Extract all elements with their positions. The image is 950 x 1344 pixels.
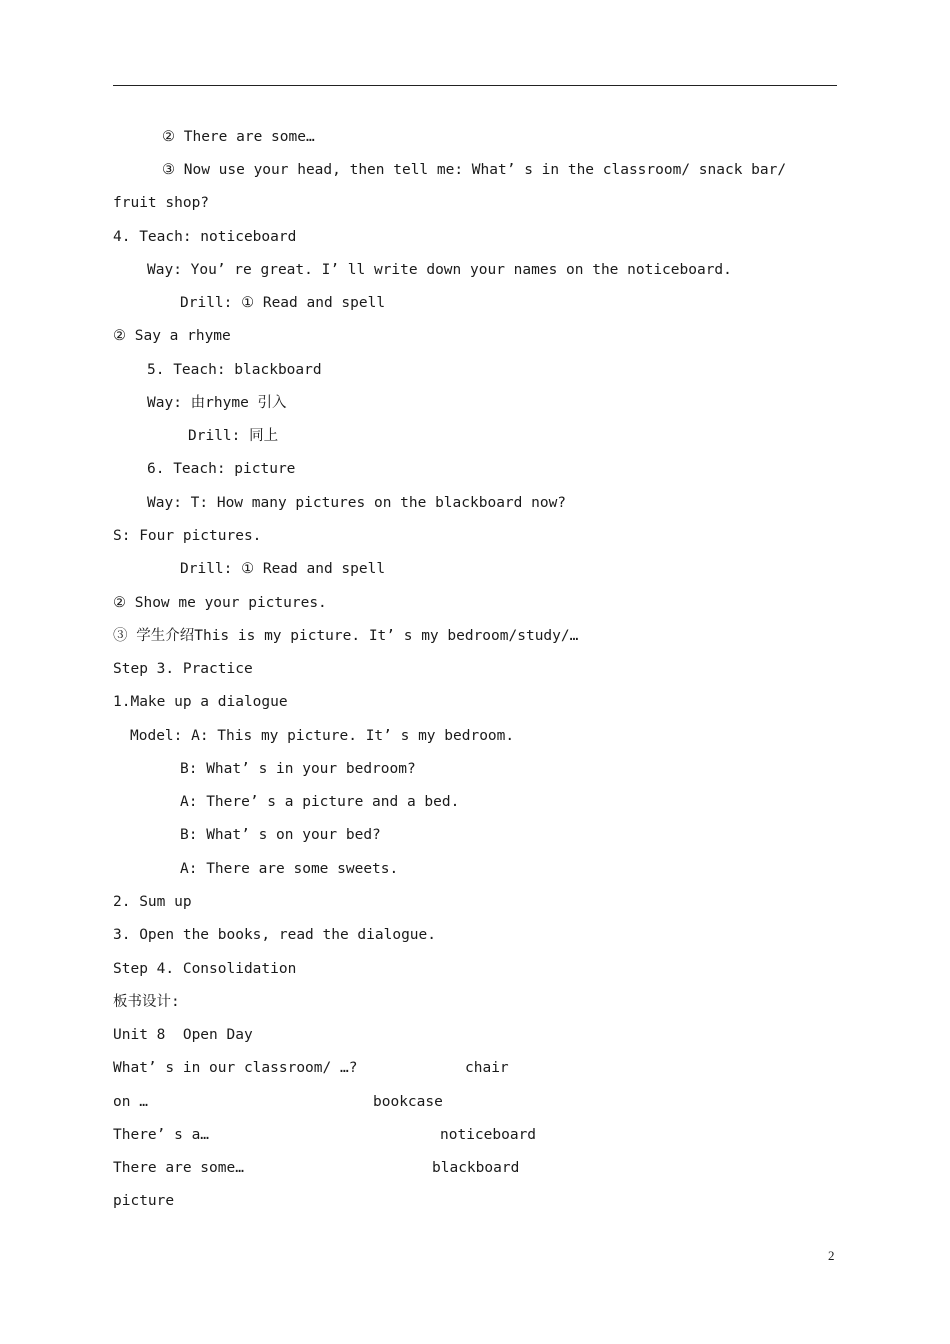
text-line: blackboard [432,1160,520,1176]
text-line: Unit 8 Open Day [113,1027,253,1043]
page-number: 2 [828,1248,835,1263]
text-line: A: There’ s a picture and a bed. [180,794,460,810]
text-line: Way: T: How many pictures on the blackboard now? [147,495,567,511]
text-line: bookcase [373,1094,443,1110]
text-line: Way: 由rhyme 引入 [147,395,287,411]
text-line: fruit shop? [113,195,210,211]
text-line: 1.Make up a dialogue [113,694,288,710]
text-line: 3. Open the books, read the dialogue. [113,927,437,943]
text-line: There’ s a… [113,1127,210,1143]
text-line: Drill: 同上 [188,428,279,444]
text-line: ② Say a rhyme [113,328,231,344]
text-line: S: Four pictures. [113,528,262,544]
text-line: picture [113,1193,175,1209]
text-line: ③ 学生介绍This is my picture. It’ s my bedroom/study/… [113,628,579,644]
text-line: B: What’ s on your bed? [180,827,381,843]
text-line: What’ s in our classroom/ …? [113,1060,358,1076]
text-line: There are some… [113,1160,244,1176]
text-line: 板书设计: [113,994,180,1010]
text-line: ② Show me your pictures. [113,595,327,611]
text-line: 5. Teach: blackboard [147,362,322,378]
text-line: noticeboard [440,1127,537,1143]
text-line: ② There are some… [162,129,315,145]
text-line: on … [113,1094,148,1110]
text-line: B: What’ s in your bedroom? [180,761,416,777]
text-line: Step 4. Consolidation [113,961,297,977]
text-line: 2. Sum up [113,894,192,910]
text-line: chair [465,1060,509,1076]
text-line: Model: A: This my picture. It’ s my bedroom. [130,728,515,744]
text-line: Drill: ① Read and spell [180,295,386,311]
text-line: Step 3. Practice [113,661,253,677]
text-line: ③ Now use your head, then tell me: What’ s in the classroom/ snack bar/ [162,162,787,178]
text-line: 6. Teach: picture [147,461,296,477]
text-line: A: There are some sweets. [180,861,399,877]
header-rule [113,85,837,86]
text-line: Drill: ① Read and spell [180,561,386,577]
text-line: Way: You’ re great. I’ ll write down your names on the noticeboard. [147,262,732,278]
text-line: 4. Teach: noticeboard [113,229,297,245]
